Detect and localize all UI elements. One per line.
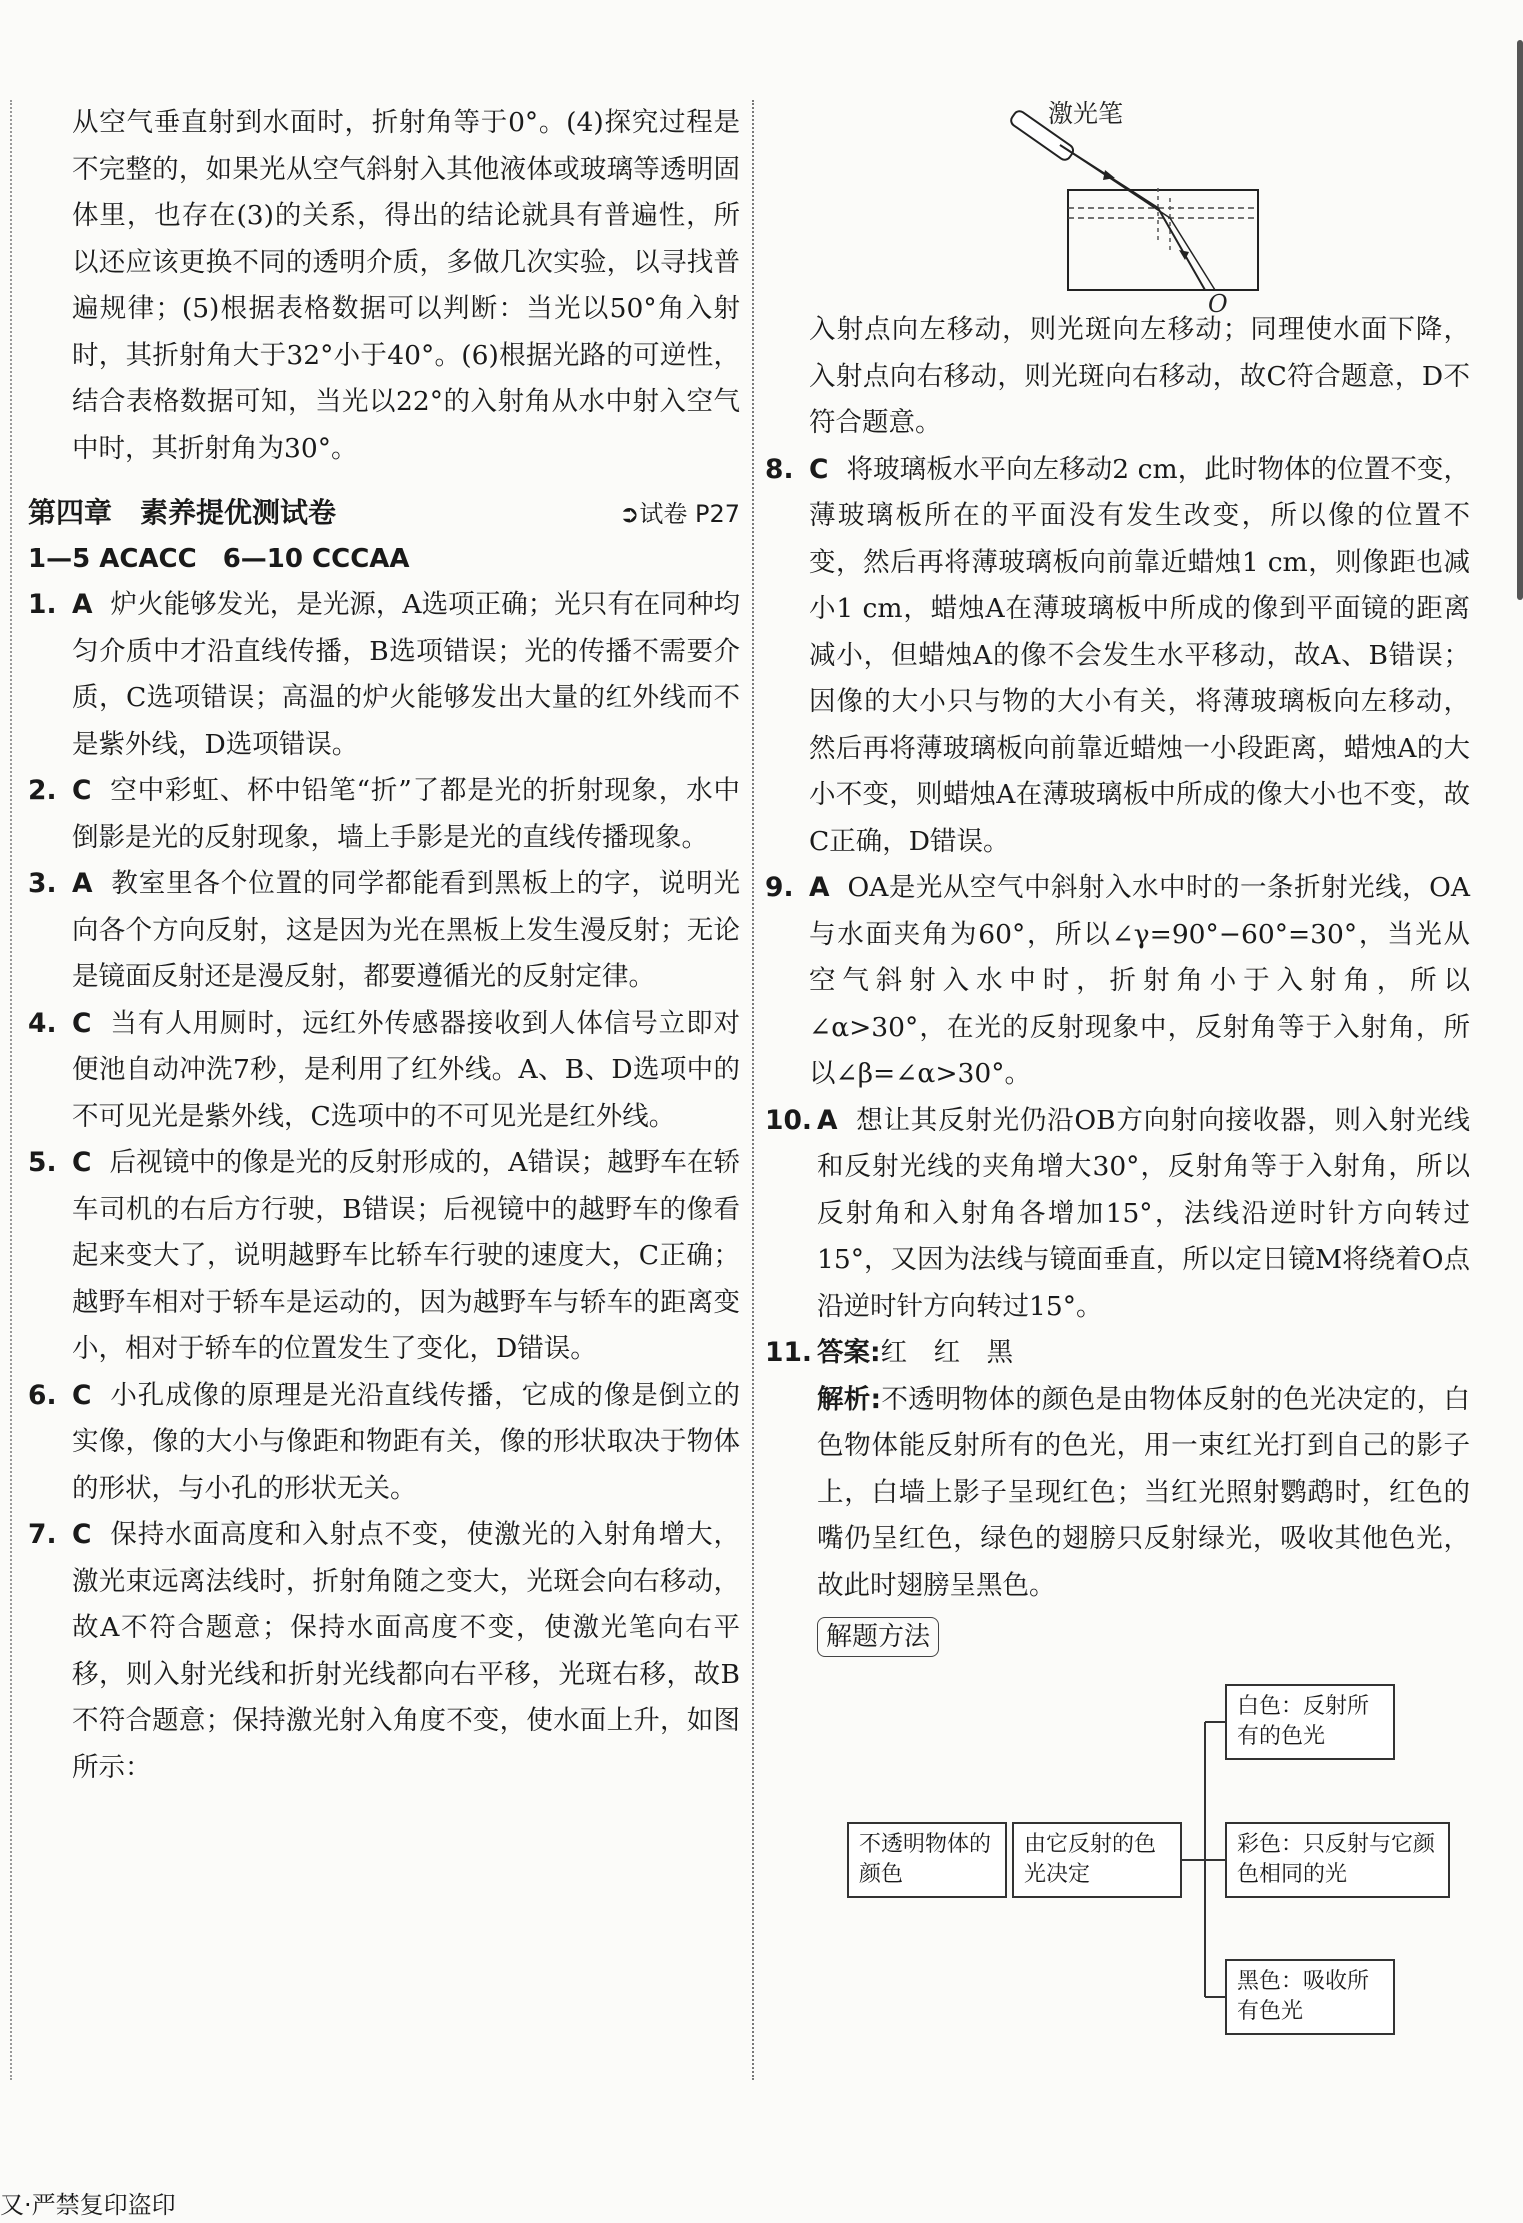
item-answer: A xyxy=(809,872,830,903)
footer-notice: 又·严禁复印盗印 xyxy=(0,2191,176,2219)
chapter-ref: ➲试卷 P27 xyxy=(619,499,740,528)
answer-label: 答案: xyxy=(817,1337,881,1368)
item-text: 空中彩虹、杯中铅笔“折”了都是光的折射现象，水中倒影是光的反射现象，墙上手影是光的直线传播现象。 xyxy=(72,775,740,853)
box-colored: 彩色：只反射与它颜色相同的光 xyxy=(1225,1822,1450,1898)
list-item xyxy=(765,865,1470,1098)
item-number: 9. xyxy=(765,872,794,903)
chapter-title: 第四章 素养提优测试卷 xyxy=(28,496,337,529)
item-answer: C xyxy=(72,1519,92,1550)
list-item xyxy=(765,447,1470,866)
item-answer: A xyxy=(72,868,93,899)
item-text: 想让其反射光仍沿OB方向射向接收器，则入射光线和反射光线的夹角增大30°，反射角等于入射角，所以反射角和入射角各增加15°，法线沿逆时针方向转过15°，又因为法线与镜面垂直，所以定日镜M将绕着O点沿逆时针方向转过15°。 xyxy=(817,1104,1470,1322)
item-number: 10. xyxy=(765,1104,812,1136)
item-text: 教室里各个位置的同学都能看到黑板上的字，说明光向各个方向反射，这是因为光在黑板上发生漫反射；无论是镜面反射还是漫反射，都要遵循光的反射定律。 xyxy=(72,868,740,992)
item-answer: A xyxy=(817,1104,838,1136)
color-method-diagram xyxy=(765,1677,1470,2037)
list-item xyxy=(28,768,740,861)
analysis-text: 不透明物体的颜色是由物体反射的色光决定的，白色物体能反射所有的色光，用一束红光打到自己的影子上，白墙上影子呈现红色；当红光照射鹦鹉时，红色的嘴仍呈红色，绿色的翅膀只反射绿光，吸收其他色光，故此时翅膀呈黑色。 xyxy=(817,1383,1470,1601)
answers-line: 1—5 ACACC 6—10 CCCAA xyxy=(28,544,410,574)
list-item xyxy=(28,1512,740,1791)
right-column xyxy=(765,90,1470,2037)
laser-figure xyxy=(765,90,1470,318)
box-white: 白色：反射所有的色光 xyxy=(1225,1684,1395,1760)
item-text: 当有人用厕时，远红外传感器接收到人体信号立即对便池自动冲洗7秒，是利用了红外线。A、B、D选项中的不可见光是紫外线，C选项中的不可见光是红外线。 xyxy=(72,1007,740,1132)
item-text: 小孔成像的原理是光沿直线传播，它成的像是倒立的实像，像的大小与像距和物距有关，像的形状取决于物体的形状，与小孔的形状无关。 xyxy=(72,1379,740,1504)
item-text: OA是光从空气中斜射入水中时的一条折射光线，OA与水面夹角为60°，所以∠γ=90°−60°=30°，当光从空气斜射入水中时，折射角小于入射角，所以∠α>30°，在光的反射现象中，反射角等于入射角，所以∠β=∠α>30°。 xyxy=(809,872,1470,1089)
point-o-label: O xyxy=(1208,290,1228,318)
item-number: 6. xyxy=(28,1379,57,1411)
method-tag: 解题方法 xyxy=(817,1617,939,1657)
item-answer: C xyxy=(72,1379,92,1411)
list-item xyxy=(28,1140,740,1373)
left-margin-dots xyxy=(10,100,12,2080)
item-number: 11. xyxy=(765,1337,812,1368)
item-number: 8. xyxy=(765,453,794,485)
laser-refraction-diagram xyxy=(765,90,1470,318)
analysis-label: 解析: xyxy=(817,1383,882,1415)
list-item xyxy=(28,861,740,1001)
list-item xyxy=(28,1001,740,1141)
pen-label: 激光笔 xyxy=(1048,99,1124,128)
list-item xyxy=(765,1330,1470,1609)
item-number: 3. xyxy=(28,868,57,899)
chapter-header xyxy=(28,486,740,536)
item-answer: A xyxy=(72,589,93,620)
column-separator xyxy=(752,100,754,2080)
box-opaque-color: 不透明物体的颜色 xyxy=(847,1822,1007,1898)
item-text: 后视镜中的像是光的反射形成的，A错误；越野车在轿车司机的右后方行驶，B错误；后视镜中的越野车的像看起来变大了，说明越野车比轿车行驶的速度大，C正确；越野车相对于轿车是运动的，因为越野车与轿车的距离变小，相对于轿车的位置发生了变化，D错误。 xyxy=(72,1147,740,1364)
item-answer: C xyxy=(72,1147,92,1178)
item-number: 7. xyxy=(28,1519,57,1550)
page-edge xyxy=(1517,40,1523,600)
intro-paragraph: 从空气垂直射到水面时，折射角等于0°。(4)探究过程是不完整的，如果光从空气斜射入其他液体或玻璃等透明固体里，也存在(3)的关系，得出的结论就具有普遍性，所以还应该更换不同的透明介质，多做几次实验，以寻找普遍规律；(5)根据表格数据可以判断：当光以50°角入射时，其折射角大于32°小于40°。(6)根据光路的可逆性，结合表格数据可知，当光以22°的入射角从水中射入空气中时，其折射角为30°。 xyxy=(72,107,740,464)
box-black: 黑色：吸收所有色光 xyxy=(1225,1959,1395,2035)
item-number: 4. xyxy=(28,1007,57,1039)
list-item xyxy=(28,582,740,768)
item7-continuation: 入射点向左移动，则光斑向左移动；同理使水面下降，入射点向右移动，则光斑向右移动，故C符合题意，D不符合题意。 xyxy=(809,314,1470,438)
item-number: 1. xyxy=(28,589,57,620)
list-item xyxy=(765,1098,1470,1331)
box-reflected-light: 由它反射的色光决定 xyxy=(1012,1822,1182,1898)
left-column xyxy=(28,100,740,1791)
item-number: 2. xyxy=(28,775,57,806)
item-answer: C xyxy=(809,453,829,485)
item-number: 5. xyxy=(28,1147,57,1178)
left-items xyxy=(28,582,740,1791)
list-item xyxy=(28,1373,740,1513)
item-answer: C xyxy=(72,775,92,806)
item-text: 炉火能够发光，是光源，A选项正确；光只有在同种均匀介质中才沿直线传播，B选项错误；光的传播不需要介质，C选项错误；高温的炉火能够发出大量的红外线而不是紫外线，D选项错误。 xyxy=(72,589,740,760)
item-text: 将玻璃板水平向左移动2 cm，此时物体的位置不变，薄玻璃板所在的平面没有发生改变，所以像的位置不变，然后再将薄玻璃板向前靠近蜡烛1 cm，则像距也减小1 cm，蜡烛A在薄玻璃板中所成的像到平面镜的距离减小，但蜡烛A的像不会发生水平移动，故A、B错误；因像的大小只与物的大小有关，将薄玻璃板向左移动，然后再将薄玻璃板向前靠近蜡烛一小段距离，蜡烛A的大小不变，则蜡烛A在薄玻璃板中所成的像大小也不变，故C正确，D错误。 xyxy=(809,453,1470,857)
item-answer: C xyxy=(72,1007,92,1039)
item-text: 保持水面高度和入射点不变，使激光的入射角增大，激光束远离法线时，折射角随之变大，光斑会向右移动，故A不符合题意；保持水面高度不变，使激光笔向右平移，则入射光线和折射光线都向右平移，光斑右移，故B不符合题意；保持激光射入角度不变，使水面上升，如图所示： xyxy=(72,1519,740,1783)
answer-text: 红 红 黑 xyxy=(880,1337,1014,1368)
